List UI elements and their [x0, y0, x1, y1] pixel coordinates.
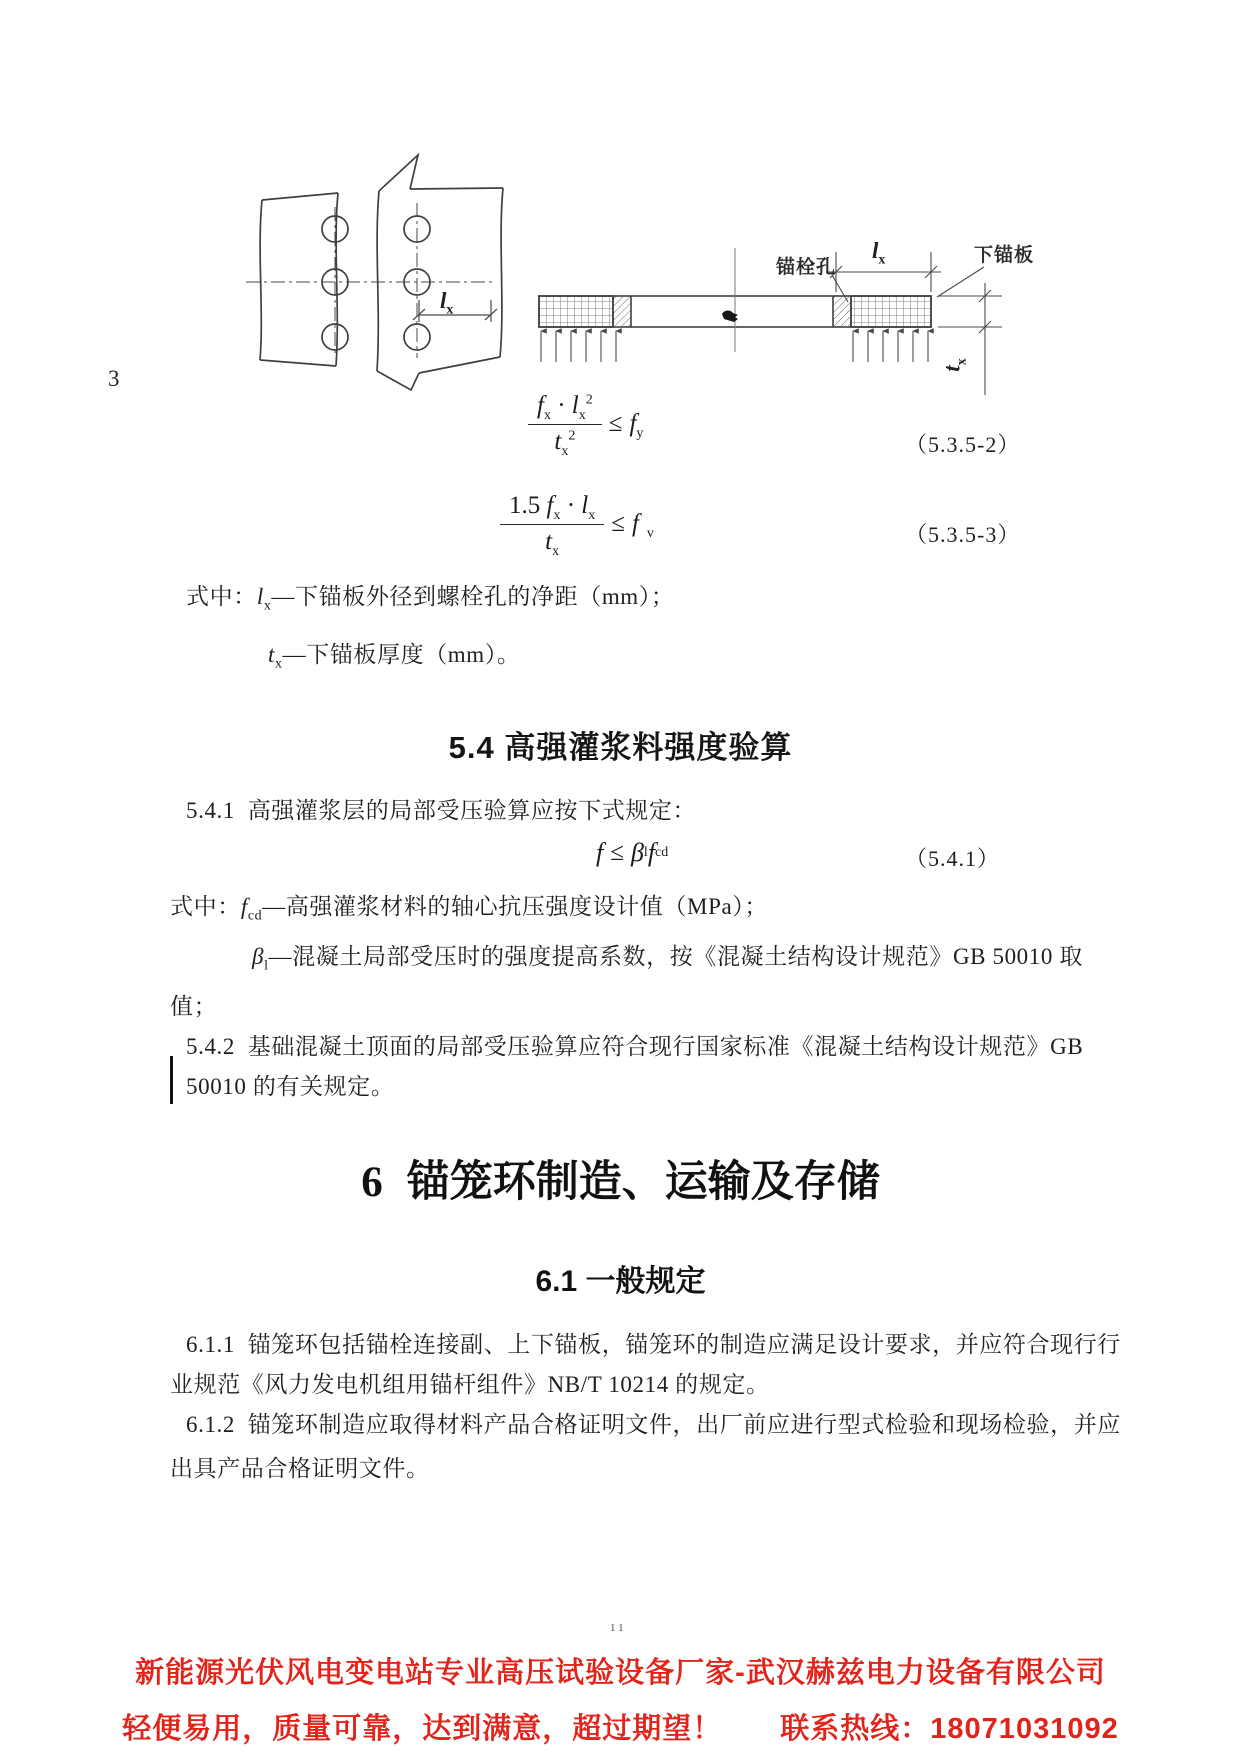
clause-number: 5.4.1: [186, 798, 235, 823]
lower-anchor-plate-label: 下锚板: [974, 245, 1035, 266]
plan-view-outline: [260, 155, 503, 390]
where-clause-fcd: 式中：$f_{cd}—$高强灌浆材料的轴心抗压强度设计值（MPa）；: [170, 894, 768, 924]
elevation-lx-label: $l_x$: [872, 238, 886, 268]
elevation-tx-label: $t_x$: [939, 358, 970, 372]
paragraph-6-1-1: 6.1.1 锚笼环包括锚栓连接副、上下锚板，锚笼环的制造应满足设计要求，并应符合现行行: [186, 1332, 1121, 1357]
chapter-6-heading: 6 锚笼环制造、运输及存储: [361, 1158, 880, 1206]
equation-5-3-5-3: $\frac{1.5 f_x \cdot l_x}{t_x}$ ≤ f $_v$: [500, 492, 654, 556]
where-clause-lx: 式中：$l_x—$下锚板外径到螺栓孔的净距（mm）；: [186, 584, 675, 614]
plan-lx-label: $l_x$: [440, 288, 454, 318]
equation-5-4-1: f ≤ β l f cd: [596, 838, 669, 867]
where-clause-beta: $\beta_l—$混凝土局部受压时的强度提高系数，按《混凝土结构设计规范》GB 50010 取: [252, 944, 1083, 974]
fraction: $\frac{f_x \cdot l_x^2}{t_x^2}$: [528, 392, 602, 456]
paragraph-6-1-2-continuation: 出具产品合格证明文件。: [170, 1456, 430, 1481]
chapter-number: 6: [361, 1159, 383, 1206]
equation-number: （5.4.1）: [905, 846, 1001, 871]
paragraph-6-1-2: 6.1.2 锚笼环制造应取得材料产品合格证明文件，出厂前应进行型式检验和现场检验，并应: [186, 1412, 1121, 1437]
section-5-4-heading: 5.4 高强灌浆料强度验算: [448, 730, 793, 765]
clause-number: 5.4.2: [186, 1034, 235, 1059]
footer-ad-line2: [0, 1706, 1241, 1747]
plan-centerlines: [246, 203, 492, 358]
clause-number: 6.1.1: [186, 1332, 235, 1357]
hand-mark: [722, 311, 738, 323]
footer-ad-slogan: 轻便易用，质量可靠，达到满意，超过期望！: [122, 1713, 723, 1745]
paragraph-5-4-2: 5.4.2 基础混凝土顶面的局部受压验算应符合现行国家标准《混凝土结构设计规范》GB: [186, 1034, 1084, 1059]
paragraph-5-4-1: 5.4.1 高强灌浆层的局部受压验算应按下式规定：: [186, 798, 697, 823]
where-clause-beta-continuation: 值；: [170, 994, 218, 1019]
equation-number: （5.3.5-3）: [905, 522, 1021, 547]
footer-ad-hotline: 联系热线：18071031092: [780, 1713, 1119, 1745]
elevation-tx-dimension: [938, 283, 1002, 395]
paragraph-5-4-2-continuation: 50010 的有关规定。: [186, 1074, 395, 1099]
margin-item-number: 3: [108, 366, 120, 391]
revision-change-bar: [170, 1056, 173, 1104]
anchor-bolt-hole-label: 锚栓孔: [776, 257, 837, 278]
where-clause-tx: $t_x—$下锚板厚度（mm）。: [268, 642, 521, 672]
clause-number: 6.1.2: [186, 1412, 235, 1437]
bolt-holes: [322, 216, 430, 350]
footer-ad-line1: 新能源光伏风电变电站专业高压试验设备厂家-武汉赫兹电力设备有限公司: [135, 1657, 1106, 1689]
paragraph-6-1-1-continuation: 业规范《风力发电机组用锚杆组件》NB/T 10214 的规定。: [170, 1372, 770, 1397]
page-number: 11: [610, 1622, 627, 1634]
equation-5-3-5-2: $\frac{f_x \cdot l_x^2}{t_x^2}$ ≤ $f_y$: [528, 392, 643, 456]
fraction: $\frac{1.5 f_x \cdot l_x}{t_x}$: [500, 492, 604, 556]
anchor-plate-figure: [230, 140, 1030, 410]
equation-number: （5.3.5-2）: [905, 432, 1021, 457]
plan-lx-dimension: [413, 300, 497, 322]
section-6-1-heading: 6.1 一般规定: [535, 1265, 706, 1298]
